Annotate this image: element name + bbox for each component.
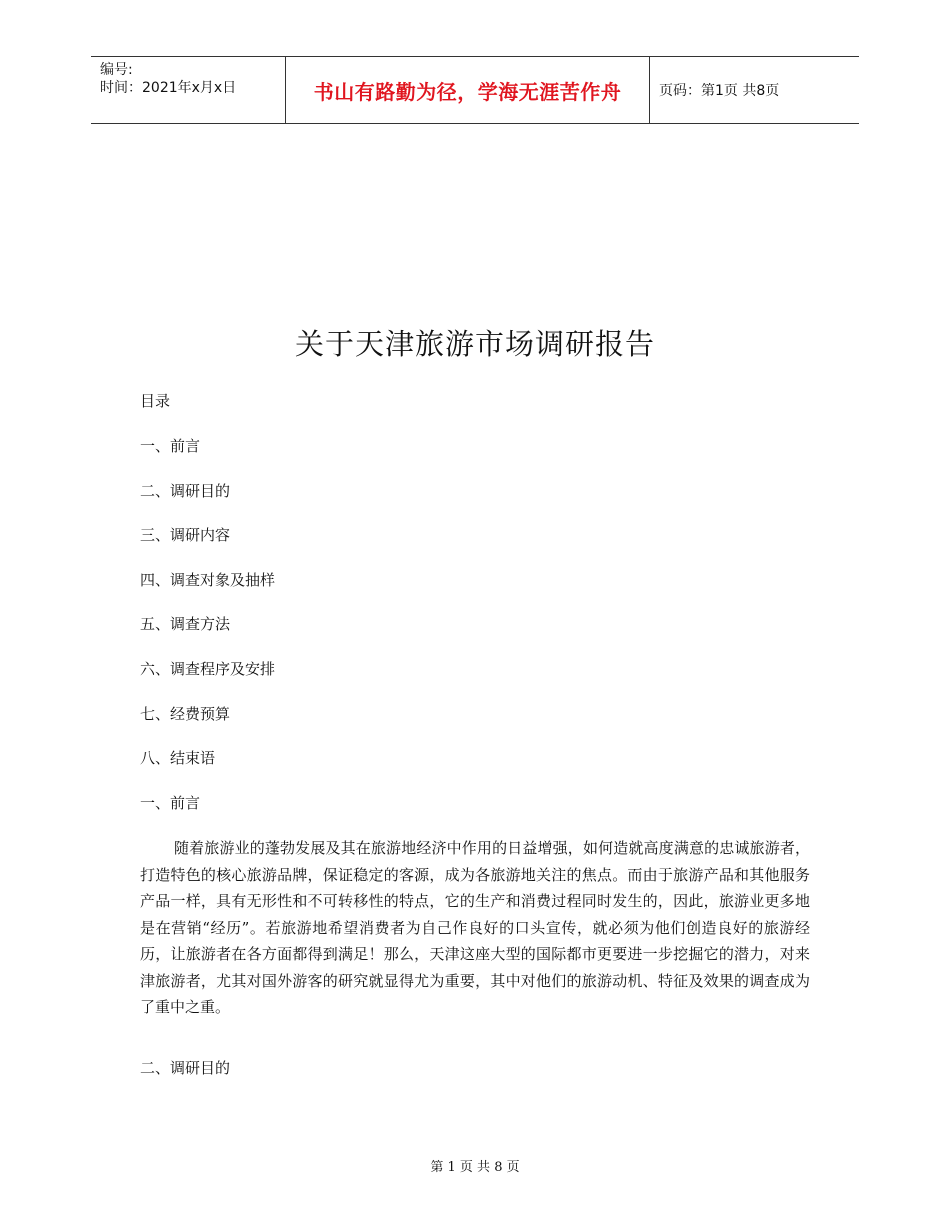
page-footer: 第 1 页 共 8 页 <box>430 1160 520 1175</box>
header-page-info: 页码：第1页 共8页 <box>659 83 780 99</box>
document-title: 关于天津旅游市场调研报告 <box>294 327 655 361</box>
toc-item: 四、调查对象及抽样 <box>140 570 276 589</box>
section-heading-preface: 一、前言 <box>140 794 201 812</box>
date-line: 时间：2021年x月x日 <box>100 80 237 96</box>
preface-paragraph: 随着旅游业的蓬勃发展及其在旅游地经济中作用的日益增强，如何造就高度满意的忠诚旅游者，打造特色的核心旅游品牌，保证稳定的客源，成为各旅游地关注的焦点。而由于旅游产品和其他服务产品一样，具有无形性和不可转移性的特点，它的生产和消费过程同时发生的，因此，旅游业更多地是在营销“经历”。若旅游地希望消费者为自己作良好的口头宣传，就必须为他们创造良好的旅游经历，让旅游者在各方面都得到满足！那么，天津这座大型的国际都市更要进一步挖掘它的潜力，对来津旅游者，尤其对国外游客的研究就显得尤为重要，其中对他们的旅游动机、特征及效果的调查成为了重中之重。 <box>140 839 810 1016</box>
toc-item: 二、调研目的 <box>140 481 231 500</box>
section-heading-purpose: 二、调研目的 <box>140 1059 231 1077</box>
toc-item: 六、调查程序及安排 <box>140 659 276 678</box>
header-meta <box>91 57 286 123</box>
toc-item: 三、调研内容 <box>140 526 231 545</box>
number-label: 编号: <box>100 62 133 78</box>
toc-item: 七、经费预算 <box>140 704 231 723</box>
toc-item: 一、前言 <box>140 437 201 455</box>
toc-label: 目录 <box>140 392 171 410</box>
header-motto: 书山有路勤为径，学海无涯苦作舟 <box>286 57 650 123</box>
page-header <box>91 56 859 124</box>
toc-item: 五、调查方法 <box>140 615 231 634</box>
table-of-contents <box>140 435 275 792</box>
toc-item: 八、结束语 <box>140 749 216 768</box>
